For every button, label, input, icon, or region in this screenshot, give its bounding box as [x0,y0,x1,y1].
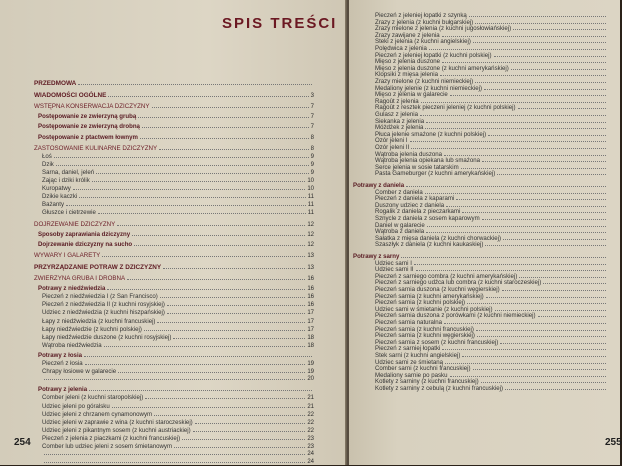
toc-entry-title: Mięso z jelenia w galarecie [375,91,448,99]
dot-leader [488,132,606,136]
toc-entry-title: Pieczeń z sarniego udźca lub combra (z kuchni staroczeskiej) [375,279,542,287]
dot-leader [78,81,312,85]
dot-leader [495,307,606,311]
toc-entry-title: Udziec sarni II [375,266,414,274]
dot-leader [112,404,306,408]
toc-entry [34,264,314,272]
left-page-number: 254 [14,437,31,448]
toc-entry-title: Pasta Gameburger (z kuchni amerykańskiej) [375,170,496,178]
toc-entry-page: 11 [307,202,314,209]
toc-entry [42,376,314,383]
dot-leader [163,265,305,269]
dot-leader [132,232,305,236]
toc-entry-title: Dojrzewanie dziczyzny na sucho [38,240,133,248]
toc-entry-page: 22 [307,419,314,426]
toc-entry-title: Pieczeń z jeleniej łopatki z szynką [375,12,467,19]
dot-leader [513,26,606,30]
dot-leader [127,276,305,280]
toc-entry [34,92,314,100]
toc-entry [42,451,314,458]
toc-entry [42,342,314,350]
dot-leader [108,93,308,97]
toc-entry-title: Kotlety z sarniny (z kuchni francuskiej) [375,378,479,386]
toc-entry-title: Postępowanie z ptactwem łownym [38,133,138,141]
toc-entry-page: 16 [307,276,314,282]
page-title: SPIS TREŚCI [222,15,338,32]
toc-entry-page: 3 [310,93,314,100]
toc-entry [38,352,314,359]
dot-leader [157,319,305,323]
dot-leader [414,261,606,265]
toc-entry-title: Udziec sarni I [375,259,412,267]
toc-entry-title: Ozór jeleni II [375,144,410,151]
dot-leader [154,412,305,416]
toc-entry-title: Potrawy z niedźwiedzia [38,285,106,293]
toc-entry-title: Sałatka z mięsa daniela (z kuchni chorwackiej) [375,234,501,242]
dot-leader [519,274,606,278]
dot-leader [473,366,606,370]
dot-leader [543,280,606,284]
toc-entry-page: 16 [307,286,314,293]
toc-entry [34,275,314,283]
toc-entry-title: Chrapy łosiowe w galarecie [42,368,117,376]
toc-entry-title: Udziec jeleni z chrzanem cynamonowym [42,410,153,418]
dot-leader [425,125,606,129]
toc-entry-title: Potrawy z sarny [353,253,400,260]
dot-leader [500,340,606,344]
dot-leader [167,302,305,306]
dot-leader [475,20,606,24]
toc-entry-page: 17 [307,326,314,333]
toc-entry [375,241,608,248]
toc-entry-title: Mięso z jelenia duszone (z kuchni amerykańskiej) [375,64,509,72]
toc-entry-page: 13 [307,252,314,259]
toc-entry-title: Łapy z niedźwiedzia (z kuchni francuskiej) [42,317,156,325]
toc-entry-title: Pieczeń z daniela z kaparami [375,195,455,203]
toc-entry-title: Dzikie kaczki [42,193,78,201]
toc-entry [375,170,608,177]
toc-entry [42,360,314,368]
toc-entry [38,285,314,293]
dot-leader [426,229,606,233]
toc-entry-title: Pieczeń z sarniej łopatki [375,345,441,353]
toc-entry-title: Comber z daniela [375,188,423,196]
toc-entry-title: Postępowanie ze zwierzyną grubą [38,113,137,121]
toc-entry [42,201,314,209]
dot-leader [84,353,312,357]
toc-entry-title: Pieczeń sarnia (z kuchni polskiej) [375,299,466,307]
dot-leader [505,386,606,390]
toc-entry-title: WYWARY I GALARETY [34,251,101,259]
toc-entry-title: Comber sarni (z kuchni francuskiej) [375,365,471,373]
toc-entry-title: Polędwica z jelenia [375,45,427,52]
dot-leader [56,162,309,166]
toc-entry-page: 13 [307,264,314,271]
dot-leader [142,124,309,128]
toc-entry-title: Bażanty [42,201,65,209]
toc-entry-page: 21 [307,403,314,410]
dot-leader [92,178,306,182]
toc-entry-title: Pieczeń sarnia z sosem (z kuchni francuskiej) [375,338,499,346]
dot-leader [96,170,308,174]
dot-leader [152,104,309,108]
dot-leader [502,287,606,291]
dot-leader [411,145,606,149]
toc-entry-title: Stek sarni (z kuchni angielskiej) [375,352,461,359]
toc-entry [42,435,314,443]
toc-entry-title: Duszony udziec z daniela [375,201,445,209]
toc-entry-title: DOJRZEWANIE DZICZYZNY [34,220,116,228]
toc-entry [42,427,314,435]
dot-leader [494,53,606,57]
toc-entry-page: 12 [307,221,314,228]
toc-entry-page: 24 [307,451,314,458]
toc-entry-title: Zrazy z jelenia (z kuchni bułgarskiej) [375,18,474,26]
dot-leader [174,444,305,448]
toc-entry-page: 22 [307,427,314,434]
toc-entry-title: Pieczeń z jelenia z piaczkami (z kuchni francuskiej) [42,434,181,442]
toc-entry-title: Siekanka z jelenia [375,117,425,125]
toc-entry-page: 17 [307,310,314,317]
toc-entry-title: Sposoby zaprawiania dziczyzny [38,230,131,238]
dot-leader [503,236,606,240]
toc-entry-title: Głuszce i cietrzewie [42,209,96,217]
toc-entry-page: 20 [307,376,314,383]
toc-entry-title: ZASTOSOWANIE KULINARNE DZICZYZNY [34,144,158,152]
toc-entry [42,334,314,342]
dot-leader [450,373,607,377]
toc-entry [34,252,314,260]
toc-entry [38,241,314,249]
toc-entry-title: Zrazy zawijane z jelenia [375,31,440,39]
toc-entry-title: Udziec jeleni w zaprawie z wina (z kuchni staroczeskiej) [42,418,193,426]
dot-leader [482,158,606,162]
dot-leader [104,343,306,347]
toc-entry-page: 23 [307,444,314,450]
toc-entry [34,103,314,111]
toc-entry-title: Comber lub udziec jeleni z sosem śmietanowym [42,443,173,450]
dot-leader [66,202,306,206]
dot-leader [484,86,606,90]
dot-leader [421,99,606,103]
toc-entry-title: Wątroba z daniela [375,228,425,236]
dot-leader [159,146,309,150]
toc-entry [42,309,314,317]
toc-entry-title: Łapy niedźwiedzie (z kuchni polskiej) [42,325,142,333]
toc-entry [42,368,314,376]
toc-entry-page: 11 [307,210,314,217]
dot-leader [193,428,306,432]
dot-leader [107,286,305,290]
toc-entry-title: Comber jeleni (z kuchni staropolskiej) [42,394,144,402]
toc-entry [42,177,314,185]
dot-leader [462,209,606,213]
toc-entry [42,459,314,466]
dot-leader [134,242,305,246]
toc-entry [34,80,314,87]
toc-entry-title: Potrawy z jelenia [38,386,88,394]
toc-entry-page: 7 [310,104,314,111]
toc-entry-page: 17 [307,318,314,325]
toc-entry-title: Medaliony jelenie (z kuchni niemieckiej) [375,84,483,92]
dot-leader [445,360,606,364]
dot-leader [425,190,606,194]
toc-entry-title: Udziec jeleni po góralsku [42,402,110,410]
toc-entry-title: WIADOMOŚCI OGÓLNE [34,92,107,100]
toc-entry-title: Pieczeń sarnia duszona z porówkami (z kuchni niemieckiej) [375,312,536,320]
dot-leader [442,33,606,37]
dot-leader [467,300,606,304]
toc-entry-title: Pieczeń z łosia [42,360,83,367]
dot-leader [440,72,606,76]
toc-entry-title: PRZEDMOWA [34,80,77,87]
toc-entry-title: Medaliony sarnie po pasku [375,371,448,379]
toc-entry-page: 21 [307,395,314,402]
toc-entry-title: Móżdżek z jelenia [375,124,424,132]
dot-leader [476,327,606,331]
dot-leader [140,135,309,139]
toc-entry-title: Serce jelenia w sosie tatarskim [375,163,459,171]
dot-leader [497,171,606,175]
dot-leader [442,59,606,63]
dot-leader [416,267,606,271]
dot-leader [486,294,606,298]
toc-entry-page: 19 [307,369,314,376]
toc-entry [42,301,314,309]
dot-leader [469,13,606,17]
dot-leader [44,459,305,463]
dot-leader [462,353,606,357]
toc-entry-title: Wątroba niedźwiedzia [42,341,102,349]
toc-entry [42,185,314,193]
toc-entry-page: 18 [307,334,314,341]
toc-entry [34,145,314,153]
dot-leader [427,223,606,227]
toc-entry-title: Potrawy z łosia [38,351,83,359]
toc-entry [42,193,314,201]
toc-entry-title: Klopsiki z mięsa jelenia [375,71,438,79]
dot-leader [420,112,606,116]
toc-entry-title: Steki z jelenia (z kuchni angielskiej) [375,38,471,46]
toc-entry-page: 22 [307,411,314,418]
dot-leader [73,186,306,190]
dot-leader [160,294,305,298]
toc-entry-page: 7 [310,124,314,131]
toc-entry-title: Sznycle z daniela z sosem kaparowym [375,215,480,222]
dot-leader [444,320,606,324]
dot-leader [85,361,306,365]
toc-entry [42,161,314,169]
toc-entry-title: Pieczeń sarnia (z kuchni węgierskiej) [375,332,475,340]
toc-entry [42,443,314,451]
toc-entry-title: Płuca jelenie smażone (z kuchni polskiej) [375,130,487,138]
toc-entry-page: 9 [310,153,314,160]
dot-leader [450,92,606,96]
toc-entry-page: 11 [307,194,314,201]
toc-entry-title: Ozór jeleni I [375,137,408,145]
toc-entry-title: Pieczeń z niedźwiedzia II (z kuchni rosyjskiej) [42,301,165,309]
dot-leader [79,194,306,198]
dot-leader [442,346,606,350]
toc-entry [42,411,314,419]
toc-entry-title: ZWIERZYNA GRUBA I DROBNA [34,275,126,282]
toc-entry-title: PRZYRZĄDZANIE POTRAW Z DZICZYZNY [34,263,162,271]
toc-entry [42,318,314,326]
dot-leader [482,216,606,220]
toc-entry-title: Udziec jeleni z pikantnym sosem (z kuchni austriackiej) [42,426,191,434]
toc-entry-title: Pieczeń sarnia (z kuchni francuskiej) [375,325,474,333]
dot-leader [406,183,606,187]
toc-entry-title: Pieczeń sarnia duszona (z kuchni węgierskiej) [375,286,500,293]
toc-entry [42,169,314,177]
toc-entry-title: Potrawy z daniela [353,182,405,189]
toc-entry-title: Kuropatwy [42,185,71,193]
toc-entry [38,231,314,239]
dot-leader [461,165,606,169]
toc-entry-page: 8 [310,134,314,141]
toc-entry [38,113,314,121]
toc-entry-page: 19 [307,361,314,367]
toc-entry-page: 23 [307,435,314,442]
toc-entry-page: 24 [307,459,314,466]
toc-entry [42,293,314,301]
toc-entry-title: Udziec sarni w śmietanie (z kuchni polskiej) [375,305,493,313]
dot-leader [144,327,305,331]
dot-leader [401,254,606,258]
toc-entry-title: Udziec z niedźwiedzia (z kuchni hiszpańskiej) [42,309,165,317]
dot-leader [473,39,606,43]
dot-leader [426,119,606,123]
toc-entry-title: Łapy niedźwiedzie duszone (z kuchni rosyjskiej) [42,333,172,341]
dot-leader [44,451,305,455]
toc-entry-page: 12 [307,231,314,238]
toc-entry-page: 18 [307,342,314,349]
toc-entry-page: 16 [307,294,314,301]
toc-entry-title: Ragoût z resztek pieczeni jeleniej (z kuchni polskiej) [375,104,516,112]
toc-entry-title: Udziec sarni ze śmietaną [375,358,444,366]
dot-leader [98,210,306,214]
toc-entry-title: Postępowanie ze zwierzyną drobną [38,123,140,131]
dot-leader [54,154,309,158]
dot-leader [117,222,305,226]
toc-entry [375,385,608,392]
toc-entry-title: Szaszłyk z daniela (z kuchni kaukaskiej) [375,241,484,249]
toc-entry-title: Pieczeń z jeleniej łopatki (z kuchni polskiej) [375,51,492,59]
toc-entry-page: 10 [307,186,314,193]
toc-entry [34,221,314,229]
dot-leader [456,196,606,200]
toc-entry-title: Łoś [42,152,52,160]
toc-entry-title: Zając i dziki królik [42,177,90,184]
toc-entry-title: Sarna, daniel, jeleń [42,168,95,176]
toc-entry-title: Dzik [42,160,54,168]
toc-entry-title: Wątroba jelenia opiekana lub smażona [375,157,481,165]
toc-entry-title: Rogalik z daniela z pieczarkami [375,208,461,216]
dot-leader [446,203,606,207]
dot-leader [89,387,312,391]
toc-entry-page: 8 [310,145,314,152]
dot-leader [118,369,305,373]
toc-entry-page: 9 [310,161,314,168]
toc-entry [42,209,314,217]
toc-entry [42,394,314,402]
toc-entry-page: 7 [310,114,314,121]
toc-entry [42,153,314,161]
toc-entry-title: Mięso z jelenia duszone [375,58,441,66]
dot-leader [538,313,606,317]
toc-entry-title: Gulasz z jelenia [375,111,419,118]
toc-entry [38,134,314,142]
dot-leader [475,79,606,83]
dot-leader [195,420,306,424]
toc-entry-title: Pieczeń z sarniego combra (z kuchni amerykańskiej) [375,272,518,280]
toc-entry [38,123,314,131]
right-page-number: 255 [605,437,622,448]
dot-leader [145,395,305,399]
dot-leader [481,379,606,383]
toc-entry [42,403,314,411]
dot-leader [444,152,606,156]
toc-entry-title: Zrazy mielone z jelenia (z kuchni jugosłowiańskiej) [375,25,512,33]
toc-entry-title: Kotlety z sarniny z cebulą (z kuchni francuskiej) [375,385,504,392]
toc-entry [38,386,314,393]
toc-entry-title: Ragoût z jelenia [375,97,419,105]
right-page [349,0,620,465]
toc-entry-title: Wątroba jelenia duszona [375,150,443,158]
dot-leader [102,253,305,257]
toc-entry-title: Pieczeń sarnia (z kuchni amerykańskiej) [375,292,484,300]
toc-entry-title: Pieczeń z niedźwiedzia I (z San Francisco) [42,293,158,301]
toc-entry-title: Zrazy mielone (z kuchni niemieckiej) [375,78,474,85]
dot-leader [167,310,305,314]
dot-leader [477,333,606,337]
dot-leader [173,335,305,339]
toc-entry [42,326,314,334]
toc-entry-page: 10 [307,178,314,184]
toc-entry-title: Daniel w galarecie [375,221,425,229]
toc-entry-title: Pieczeń sarnia naturalna [375,319,443,326]
dot-leader [518,105,606,109]
dot-leader [511,66,606,70]
dot-leader [485,242,606,246]
toc-entry-page: 9 [310,169,314,176]
dot-leader [182,436,305,440]
toc-entry-page: 12 [307,241,314,248]
dot-leader [44,376,305,380]
dot-leader [410,138,606,142]
dot-leader [429,46,606,50]
toc-entry-title: WSTĘPNA KONSERWACJA DZICZYZNY [34,103,150,111]
dot-leader [138,114,308,118]
toc-entry-page: 16 [307,302,314,309]
toc-entry [42,419,314,427]
